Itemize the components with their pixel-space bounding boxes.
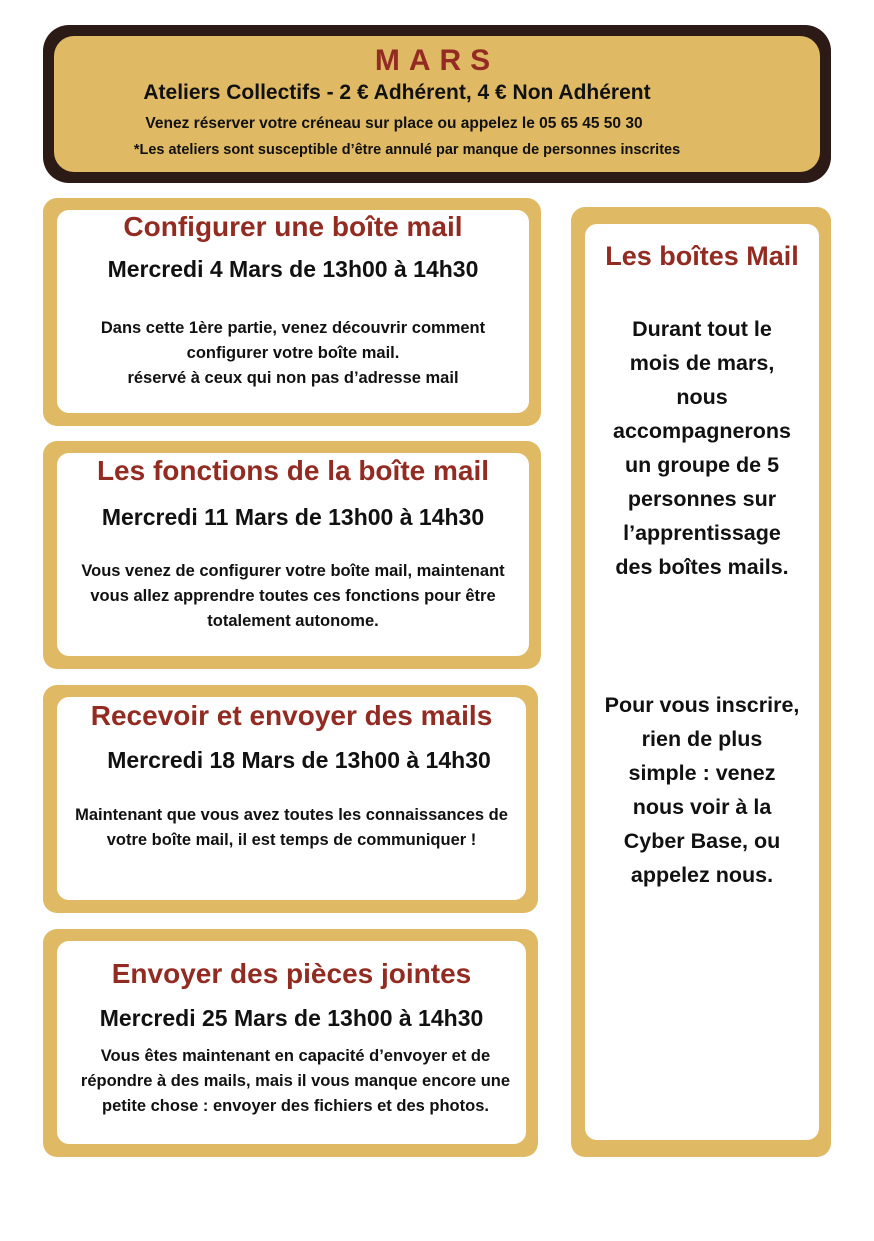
- month-title: MARS: [374, 44, 500, 77]
- sidebar-intro: Durant tout le mois de mars, nous accompagnerons un groupe de 5 personnes sur l’apprentissage des boîtes mails.: [612, 317, 792, 579]
- workshop-date: Mercredi 4 Mars de 13h00 à 14h30: [107, 256, 479, 282]
- workshop-card-4: [43, 929, 538, 1157]
- sidebar-body: [585, 224, 819, 1140]
- workshop-card-1: [43, 198, 541, 426]
- workshop-card-2: [43, 441, 541, 669]
- workshop-card-body: [57, 453, 529, 656]
- workshop-description: Vous êtes maintenant en capacité d’envoyer et de répondre à des mails, mais il vous manque encore une petite chose : envoyer des fichiers et des photos.: [80, 1047, 511, 1115]
- workshop-description: Maintenant que vous avez toutes les connaissances de votre boîte mail, il est temps de communiquer !: [75, 806, 508, 849]
- workshop-date: Mercredi 11 Mars de 13h00 à 14h30: [101, 504, 485, 530]
- header-banner: [54, 36, 820, 172]
- workshop-description: Dans cette 1ère partie, venez découvrir comment configurer votre boîte mail. réservé à ceux qui non pas d’adresse mail: [100, 319, 486, 387]
- reservation-info: Venez réserver votre créneau sur place ou appelez le 05 65 45 50 30: [145, 115, 643, 132]
- workshop-title: Envoyer des pièces jointes: [111, 958, 472, 989]
- workshop-title: Les fonctions de la boîte mail: [96, 455, 490, 486]
- workshop-date: Mercredi 25 Mars de 13h00 à 14h30: [99, 1005, 484, 1031]
- workshop-title: Configurer une boîte mail: [123, 211, 463, 242]
- workshop-description: Vous venez de configurer votre boîte mail, maintenant vous allez apprendre toutes ces fonctions pour être totalement autonome.: [81, 562, 505, 630]
- workshop-title: Recevoir et envoyer des mails: [90, 700, 493, 731]
- sidebar-card: [571, 207, 831, 1157]
- sidebar-signup: Pour vous inscrire, rien de plus simple : venez nous voir à la Cyber Base, ou appelez nous.: [604, 693, 800, 887]
- sidebar-title: Les boîtes Mail: [605, 241, 799, 271]
- workshop-date: Mercredi 18 Mars de 13h00 à 14h30: [107, 747, 491, 773]
- workshop-card-body: [57, 697, 526, 900]
- workshop-card-body: [57, 210, 529, 413]
- pricing-subtitle: Ateliers Collectifs - 2 € Adhérent, 4 € Non Adhérent: [143, 81, 651, 104]
- workshop-card-3: [43, 685, 538, 913]
- cancellation-note: *Les ateliers sont susceptible d’être annulé par manque de personnes inscrites: [133, 142, 681, 158]
- workshop-card-body: [57, 941, 526, 1144]
